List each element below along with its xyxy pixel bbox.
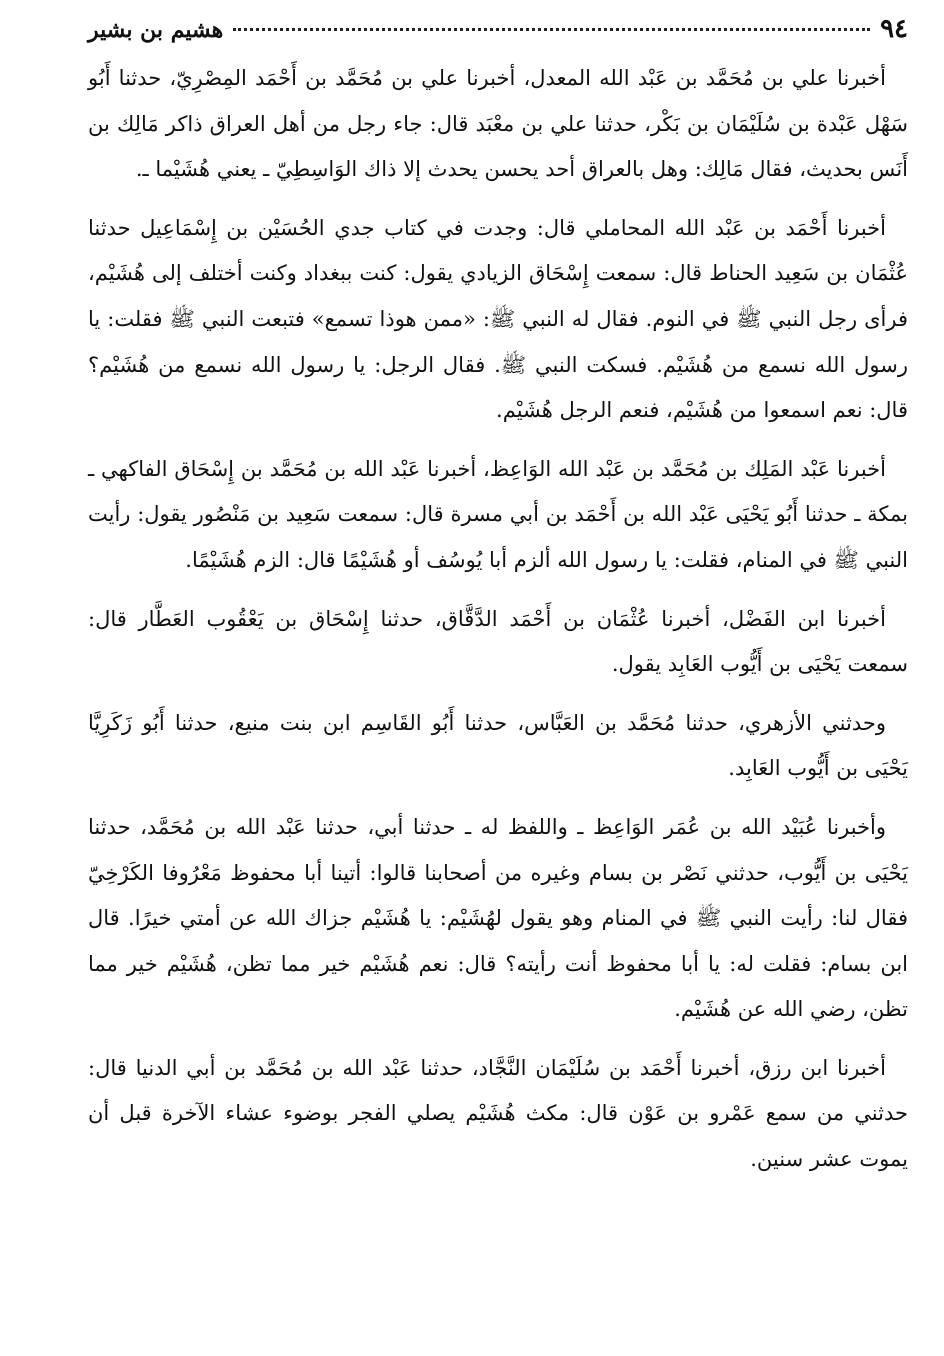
paragraph-4: أخبرنا ابن الفَضْل، أخبرنا عُثْمَان بن أَحْمَد الدَّقَّاق، حدثنا إِسْحَاق بن يَعْقُوب العَطَّار قال: سمعت يَحْيَى بن أَيُّوب العَابِد يقول. xyxy=(88,606,908,677)
paragraph-5: وحدثني الأزهري، حدثنا مُحَمَّد بن العَبَّاس، حدثنا أَبُو القَاسِم ابن بنت منيع، حدثنا أَبُو زَكَرِيَّا يَحْيَى بن أَيُّوب العَابِد. xyxy=(88,710,908,781)
paragraph-3: أخبرنا عَبْد المَلِك بن مُحَمَّد بن عَبْد الله الوَاعِظ، أخبرنا عَبْد الله بن مُحَمَّد بن إِسْحَاق الفاكهي ـ بمكة ـ حدثنا أَبُو يَحْيَى عَبْد الله بن أَحْمَد بن أبي مسرة قال: سمعت سَعِيد بن مَنْصُور يقول: رأيت النبي ﷺ في المنام، فقلت: يا رسول الله ألزم أبا يُوسُف أو هُشَيْمًا قال: الزم هُشَيْمًا. xyxy=(88,456,908,572)
running-title: هشيم بن بشير xyxy=(88,17,224,43)
header-dotted-leader xyxy=(233,28,870,31)
running-header xyxy=(88,14,908,52)
paragraph-1: أخبرنا علي بن مُحَمَّد بن عَبْد الله المعدل، أخبرنا علي بن مُحَمَّد بن أَحْمَد المِصْرِيّ، حدثنا أَبُو سَهْل عَبْدة بن سُلَيْمَان بن بَكْر، حدثنا علي بن معْبَد قال: جاء رجل من أهل العراق ذاكر مَالِك بن أَنَس بحديث، فقال مَالِك: وهل بالعراق أحد يحسن يحدث إلا ذاك الوَاسِطِيّ ـ يعني هُشَيْما ـ. xyxy=(88,66,908,182)
book-page xyxy=(88,14,908,1334)
paragraph-6: وأخبرنا عُبَيْد الله بن عُمَر الوَاعِظ ـ واللفظ له ـ حدثنا أبي، حدثنا عَبْد الله بن مُحَمَّد، حدثنا يَحْيَى بن أَيُّوب، حدثني نَصْر بن بسام وغيره من أصحابنا قالوا: أتينا أبا محفوظ مَعْرُوفا الكَرْخِيّ فقال لنا: رأيت النبي ﷺ في المنام وهو يقول لهُشَيْم: يا هُشَيْم جزاك الله عن أمتي خيرًا. قال ابن بسام: فقلت له: يا أبا محفوظ أنت رأيته؟ قال: نعم هُشَيْم خير مما تظن، هُشَيْم خير مما تظن، رضي الله عن هُشَيْم. xyxy=(88,814,908,1022)
page-body xyxy=(88,56,908,1183)
paragraph-7: أخبرنا ابن رزق، أخبرنا أَحْمَد بن سُلَيْمَان النَّجَّاد، حدثنا عَبْد الله بن مُحَمَّد بن أبي الدنيا قال: حدثني من سمع عَمْرو بن عَوْن قال: مكث هُشَيْم يصلي الفجر بوضوء عشاء الآخرة قبل أن يموت عشر سنين. xyxy=(88,1055,908,1172)
page-number: ٩٤ xyxy=(880,14,908,44)
paragraph-2: أخبرنا أَحْمَد بن عَبْد الله المحاملي قال: وجدت في كتاب جدي الحُسَيْن بن إِسْمَاعِيل حدثنا عُثْمَان بن سَعِيد الحناط قال: سمعت إِسْحَاق الزيادي يقول: كنت ببغداد وكنت أختلف إلى هُشَيْم، فرأى رجل النبي ﷺ في النوم. فقال له النبي ﷺ: «ممن هوذا تسمع» فتبعت النبي ﷺ فقلت: يا رسول الله نسمع من هُشَيْم. فسكت النبي ﷺ. فقال الرجل: يا رسول الله نسمع من هُشَيْم؟ قال: نعم اسمعوا من هُشَيْم، فنعم الرجل هُشَيْم. xyxy=(88,215,908,423)
